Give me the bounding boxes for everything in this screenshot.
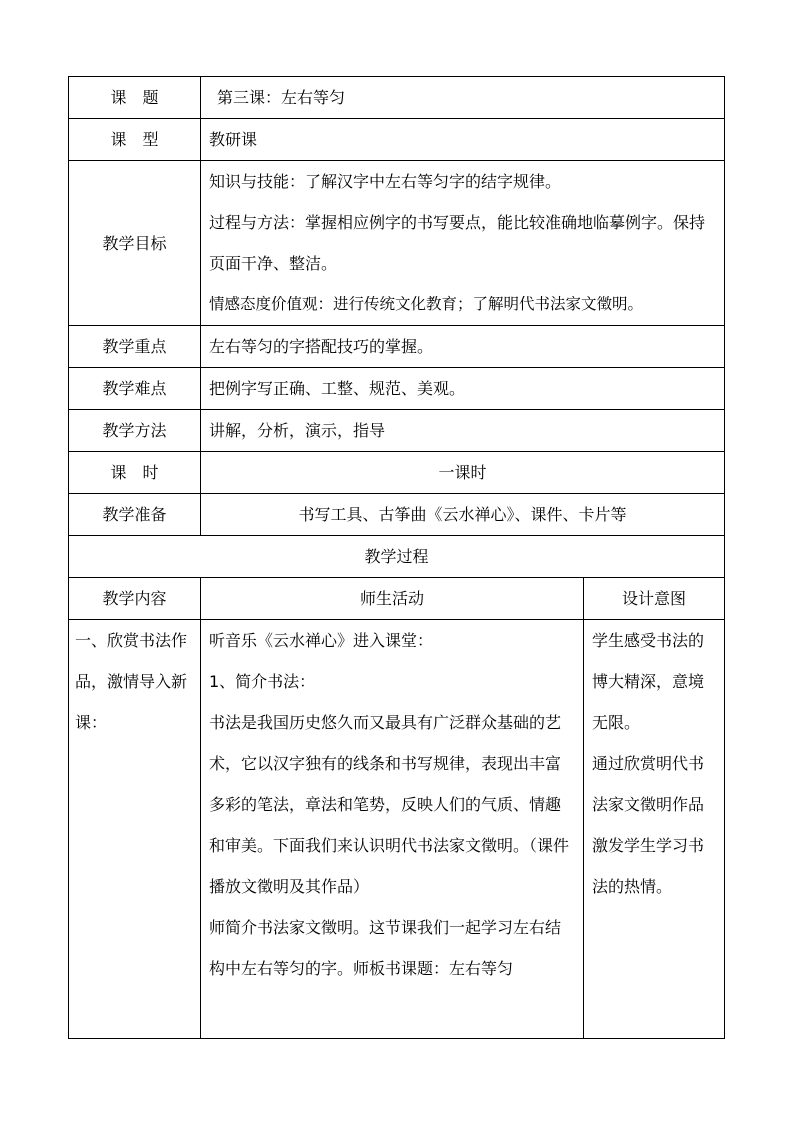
section1-activity (201, 620, 584, 1039)
header-activity: 师生活动 (201, 578, 584, 620)
section1-intent (583, 620, 724, 1039)
header-intent: 设计意图 (583, 578, 724, 620)
row-hours (69, 452, 725, 494)
objective-knowledge: 知识与技能：了解汉字中左右等匀字的结字规律。 (209, 172, 562, 191)
row-focus (69, 326, 725, 368)
method-label: 教学方法 (69, 410, 201, 452)
objective-emotion: 情感态度价值观：进行传统文化教育；了解明代书法家文徵明。 (209, 295, 644, 313)
row-process-headers (69, 578, 725, 620)
prep-value: 书写工具、古筝曲《云水禅心》、课件、卡片等 (201, 494, 725, 536)
topic-label: 课 题 (69, 77, 201, 119)
row-objectives (69, 161, 725, 326)
method-value: 讲解，分析，演示，指导 (201, 410, 725, 452)
row-prep (69, 494, 725, 536)
hours-value: 一课时 (201, 452, 725, 494)
row-topic (69, 77, 725, 119)
activity-paragraph: 师简介书法家文徵明。这节课我们一起学习左右结构中左右等匀的字。师板书课题：左右等匀 (209, 918, 562, 978)
objective-process: 过程与方法：掌握相应例字的书写要点，能比较准确地临摹例字。保持页面干净、整洁。 (209, 213, 706, 273)
type-value: 教研课 (201, 119, 725, 161)
difficulty-label: 教学难点 (69, 368, 201, 410)
topic-value: 第三课：左右等匀 (201, 77, 725, 119)
lesson-plan-table (68, 76, 725, 1039)
prep-label: 教学准备 (69, 494, 201, 536)
row-method (69, 410, 725, 452)
objectives-label: 教学目标 (69, 161, 201, 326)
row-type (69, 119, 725, 161)
row-process-title (69, 536, 725, 578)
difficulty-value: 把例字写正确、工整、规范、美观。 (201, 368, 725, 410)
section1-content: 一、欣赏书法作品，激情导入新课： (69, 620, 201, 1039)
header-content: 教学内容 (69, 578, 201, 620)
hours-label: 课 时 (69, 452, 201, 494)
objectives-cell (201, 161, 725, 326)
activity-line: 听音乐《云水禅心》进入课堂： (209, 631, 434, 650)
activity-paragraph: 书法是我国历史悠久而又最具有广泛群众基础的艺术，它以汉字独有的线条和书写规律，表现出丰富多彩的笔法，章法和笔势，反映人们的气质、情趣和审美。下面我们来认识明代书法家文徵明。（课件播放文徵明及其作品） (209, 713, 570, 896)
type-label: 课 型 (69, 119, 201, 161)
intent-paragraph: 学生感受书法的博大精深，意境无限。 (591, 631, 704, 732)
process-title: 教学过程 (69, 536, 725, 578)
focus-label: 教学重点 (69, 326, 201, 368)
row-difficulty (69, 368, 725, 410)
activity-line: 1、简介书法： (209, 672, 316, 691)
intent-paragraph: 通过欣赏明代书法家文徵明作品激发学生学习书法的热情。 (591, 754, 704, 896)
focus-value: 左右等匀的字搭配技巧的掌握。 (201, 326, 725, 368)
row-section-1 (69, 620, 725, 1039)
